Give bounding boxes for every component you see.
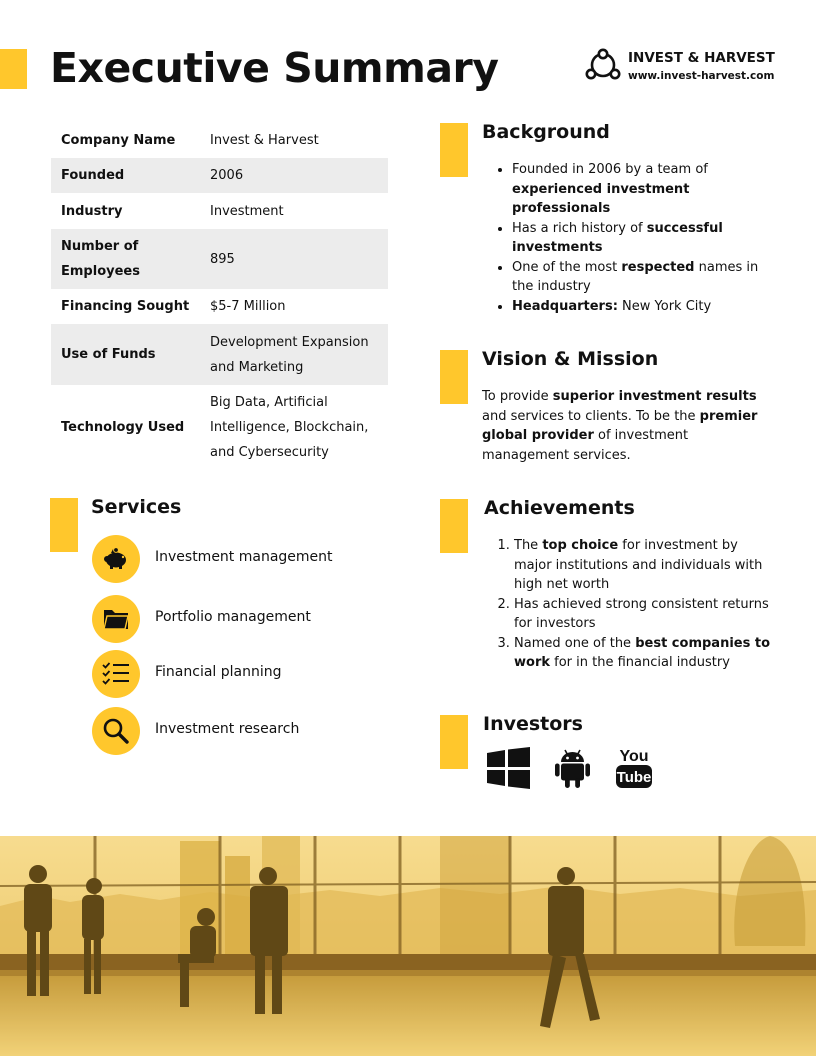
checklist-icon <box>102 661 130 687</box>
row-key: Use of Funds <box>51 324 200 385</box>
magnifier-icon <box>102 717 130 745</box>
table-row <box>51 193 388 229</box>
service-icon-circle <box>92 535 140 583</box>
list-item: 2. Has achieved strong consistent returns for investors <box>514 595 774 634</box>
service-label: Portfolio management <box>155 609 311 625</box>
table-row <box>51 385 388 470</box>
background-accent-bar <box>440 123 468 177</box>
investors-accent-bar <box>440 715 468 769</box>
row-key: Financing Sought <box>61 299 190 314</box>
youtube-logo-bottom-text: Tube <box>616 769 652 786</box>
vision-accent-bar <box>440 350 468 404</box>
row-key: Number of Employees <box>51 229 200 289</box>
achievements-accent-bar <box>440 499 468 553</box>
service-icon-circle <box>92 595 140 643</box>
row-key: Company Name <box>61 132 176 148</box>
windows-logo-icon <box>487 747 530 789</box>
folder-icon <box>102 607 130 631</box>
services-accent-bar <box>50 498 78 552</box>
row-value: Investment <box>210 203 284 219</box>
list-item: • One of the most respected names in the industry <box>512 258 772 297</box>
row-value: $5-7 Million <box>210 299 286 314</box>
office-people-photo <box>0 836 816 1056</box>
brand-logo-icon <box>584 48 622 84</box>
investors-heading: Investors <box>483 713 583 735</box>
row-key: Industry <box>61 203 123 219</box>
vision-text: To provide superior investment results and services to clients. To be the premier global provider of investment management services. <box>482 389 758 463</box>
row-value: Invest & Harvest <box>210 132 319 148</box>
list-item: • Founded in 2006 by a team of experienced investment professionals <box>512 160 772 219</box>
achievements-heading: Achievements <box>484 497 635 519</box>
table-row <box>51 158 388 193</box>
table-row <box>51 122 388 158</box>
row-value: 2006 <box>200 158 388 193</box>
brand-name: INVEST & HARVEST <box>628 50 775 66</box>
service-label: Investment research <box>155 721 300 737</box>
table-row <box>51 289 388 324</box>
youtube-logo-icon <box>615 745 653 790</box>
list-item: 1. The top choice for investment by major institutions and individuals with high net worth <box>514 536 774 595</box>
company-info-table <box>51 122 388 470</box>
service-label: Financial planning <box>155 664 282 680</box>
services-heading: Services <box>91 496 182 518</box>
background-list <box>482 160 772 316</box>
achievements-list <box>484 536 774 673</box>
table-row <box>51 324 388 385</box>
android-logo-icon <box>555 747 590 789</box>
list-item: 3. Named one of the best companies to work for in the financial industry <box>514 634 774 673</box>
row-value: 895 <box>200 229 388 289</box>
page-title: Executive Summary <box>50 44 499 92</box>
service-icon-circle <box>92 707 140 755</box>
title-accent-bar <box>0 49 27 89</box>
table-row <box>51 229 388 289</box>
row-key: Founded <box>51 158 200 193</box>
piggy-bank-icon <box>102 546 130 572</box>
vision-heading: Vision & Mission <box>482 348 659 370</box>
service-label: Investment management <box>155 549 333 565</box>
service-icon-circle <box>92 650 140 698</box>
row-value: Development Expansion and Marketing <box>200 324 388 385</box>
youtube-logo-top-text: You <box>619 748 649 765</box>
brand-url: www.invest-harvest.com <box>628 70 775 82</box>
list-item: • Has a rich history of successful investments <box>512 219 772 258</box>
background-heading: Background <box>482 121 610 143</box>
row-value: Big Data, Artificial Intelligence, Blockchain, and Cybersecurity <box>210 395 369 460</box>
list-item: • Headquarters: New York City <box>512 297 772 317</box>
row-key: Technology Used <box>61 420 185 435</box>
